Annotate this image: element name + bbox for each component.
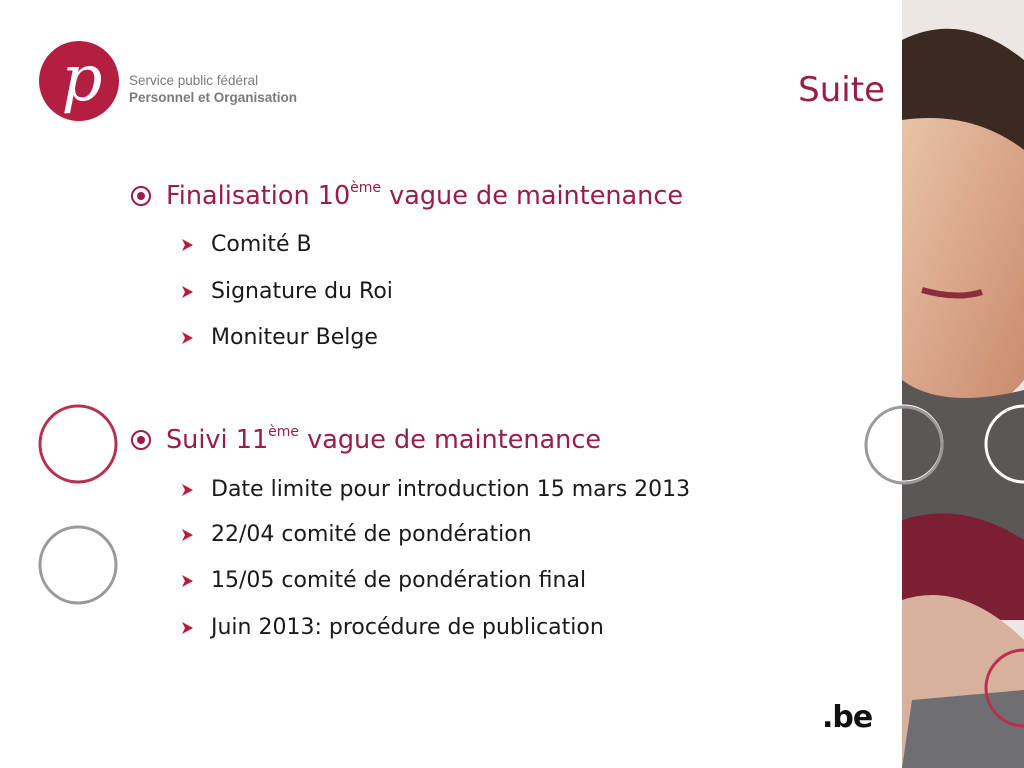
list-item [180,615,604,640]
org-line-2: Personnel et Organisation [129,90,298,105]
arrow-bullet-icon [180,621,194,635]
section-heading-2 [130,425,601,455]
list-item-text: 22/04 comité de pondération [211,522,532,547]
list-item-text: Comité B [211,232,312,257]
circle-red-left [40,406,116,482]
list-item [180,232,312,257]
section-heading-1 [130,181,683,211]
circle-grey-mid [864,404,944,486]
list-item-text: Juin 2013: procédure de publication [211,615,604,640]
be-logo: .be [822,700,873,735]
circled-dot-icon [130,429,152,451]
arrow-bullet-icon [180,238,194,252]
arrow-bullet-icon [180,574,194,588]
list-item [180,279,393,304]
slide-title: Suite [798,70,885,110]
circle-grey-left [40,527,116,603]
list-item [180,568,586,593]
org-line-1: Service public fédéral [129,73,259,88]
list-item-text: Date limite pour introduction 15 mars 2013 [211,477,691,502]
list-item-text: 15/05 comité de pondération final [211,568,587,593]
list-item-text: Moniteur Belge [211,325,378,350]
list-item [180,522,532,547]
organization-name [129,72,297,106]
fps-logo [38,40,120,122]
arrow-bullet-icon [180,483,194,497]
arrow-bullet-icon [180,528,194,542]
list-item-text: Signature du Roi [211,279,393,304]
list-item [180,325,378,350]
list-item [180,477,690,502]
arrow-bullet-icon [180,285,194,299]
photo-strip [902,0,1024,768]
circled-dot-icon [130,185,152,207]
section-heading-text: Suivi 11ème vague de maintenance [166,424,602,455]
logo-letter: p [61,42,103,116]
section-heading-text: Finalisation 10ème vague de maintenance [166,180,684,211]
arrow-bullet-icon [180,331,194,345]
